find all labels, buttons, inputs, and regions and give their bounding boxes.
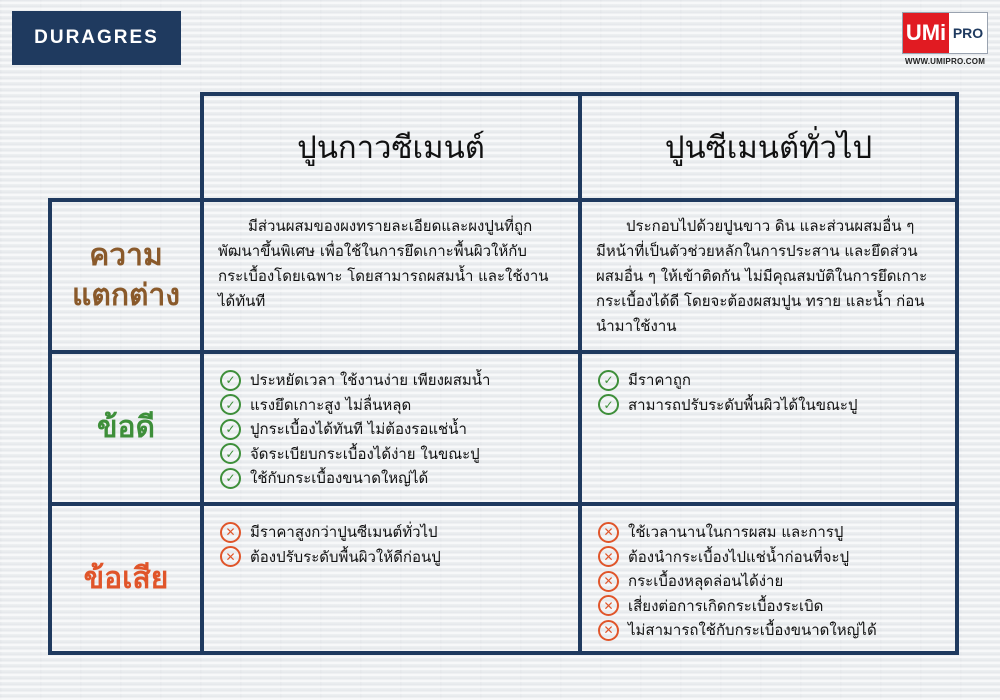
x-circle-icon: ✕: [598, 595, 619, 616]
list-item: ✕ เสี่ยงต่อการเกิดกระเบื้องระเบิด: [598, 594, 941, 619]
check-circle-icon: ✓: [220, 370, 241, 391]
difference-col1: [200, 198, 582, 354]
list-item: ✕ มีราคาสูงกว่าปูนซีเมนต์ทั่วไป: [220, 520, 564, 545]
check-circle-icon: ✓: [598, 394, 619, 415]
x-circle-icon: ✕: [598, 522, 619, 543]
logo-mark: UMi: [903, 13, 949, 53]
difference-col2: [578, 198, 959, 354]
row-label-pros: [48, 350, 204, 506]
cons-col2: [578, 502, 959, 655]
header-cement-adhesive: [200, 92, 582, 202]
list-item: ✕ ไม่สามารถใช้กับกระเบื้องขนาดใหญ่ได้: [598, 618, 941, 643]
list-item: ✕ กระเบื้องหลุดล่อนได้ง่าย: [598, 569, 941, 594]
list-item: ✓ ใช้กับกระเบื้องขนาดใหญ่ได้: [220, 466, 564, 491]
list-item: ✕ ใช้เวลานานในการผสม และการปู: [598, 520, 941, 545]
list-item: ✓ จัดระเบียบกระเบื้องได้ง่าย ในขณะปู: [220, 442, 564, 467]
check-circle-icon: ✓: [220, 468, 241, 489]
check-circle-icon: ✓: [220, 419, 241, 440]
check-circle-icon: ✓: [598, 370, 619, 391]
header-label-2: ปูนซีเมนต์ทั่วไป: [664, 130, 873, 166]
list-item: ✓ ประหยัดเวลา ใช้งานง่าย เพียงผสมน้ำ: [220, 368, 564, 393]
row-label-cons: [48, 502, 204, 655]
x-circle-icon: ✕: [598, 620, 619, 641]
list-item: ✓ ปูกระเบื้องได้ทันที ไม่ต้องรอแช่น้ำ: [220, 417, 564, 442]
x-circle-icon: ✕: [220, 522, 241, 543]
list-item: ✕ ต้องปรับระดับพื้นผิวให้ดีก่อนปู: [220, 545, 564, 570]
logo-url: WWW.UMIPRO.COM: [904, 57, 986, 66]
header-general-cement: [578, 92, 959, 202]
cons-label: ข้อเสีย: [83, 560, 169, 596]
pros-col1: [200, 350, 582, 506]
logo-pro: PRO: [952, 25, 984, 41]
header-label-1: ปูนกาวซีเมนต์: [297, 130, 485, 166]
row-label-difference: [48, 198, 204, 354]
difference-text-1: มีส่วนผสมของผงทรายละเอียดและผงปูนที่ถูกพัฒนาขึ้นพิเศษ เพื่อใช้ในการยึดเกาะพื้นผิวให้กับกระเบื้องโดยเฉพาะ โดยสามารถผสมน้ำ และใช้งานได้ทันที: [218, 217, 549, 310]
list-item: ✓ สามารถปรับระดับพื้นผิวได้ในขณะปู: [598, 393, 941, 418]
list-item: ✕ ต้องนำกระเบื้องไปแช่น้ำก่อนที่จะปู: [598, 545, 941, 570]
pros-label: ข้อดี: [96, 410, 155, 445]
x-circle-icon: ✕: [220, 546, 241, 567]
difference-label: ความ แตกต่าง: [72, 238, 180, 313]
cons-col1: [200, 502, 582, 655]
difference-text-2: ประกอบไปด้วยปูนขาว ดิน และส่วนผสมอื่น ๆ มีหน้าที่เป็นตัวช่วยหลักในการประสาน และยึดส่วนผสมอื่น ๆ ให้เข้าติดกัน ไม่มีคุณสมบัติในการยึดเกาะกระเบื้องได้ดี โดยจะต้องผสมปูน ทราย และน้ำ ก่อนนำมาใช้งาน: [596, 217, 928, 335]
list-item: ✓ แรงยึดเกาะสูง ไม่ลื่นหลุด: [220, 393, 564, 418]
check-circle-icon: ✓: [220, 443, 241, 464]
check-circle-icon: ✓: [220, 394, 241, 415]
x-circle-icon: ✕: [598, 546, 619, 567]
pros-col2: [578, 350, 959, 506]
list-item: ✓ มีราคาถูก: [598, 368, 941, 393]
x-circle-icon: ✕: [598, 571, 619, 592]
brand-label: DURAGRES: [34, 27, 159, 48]
